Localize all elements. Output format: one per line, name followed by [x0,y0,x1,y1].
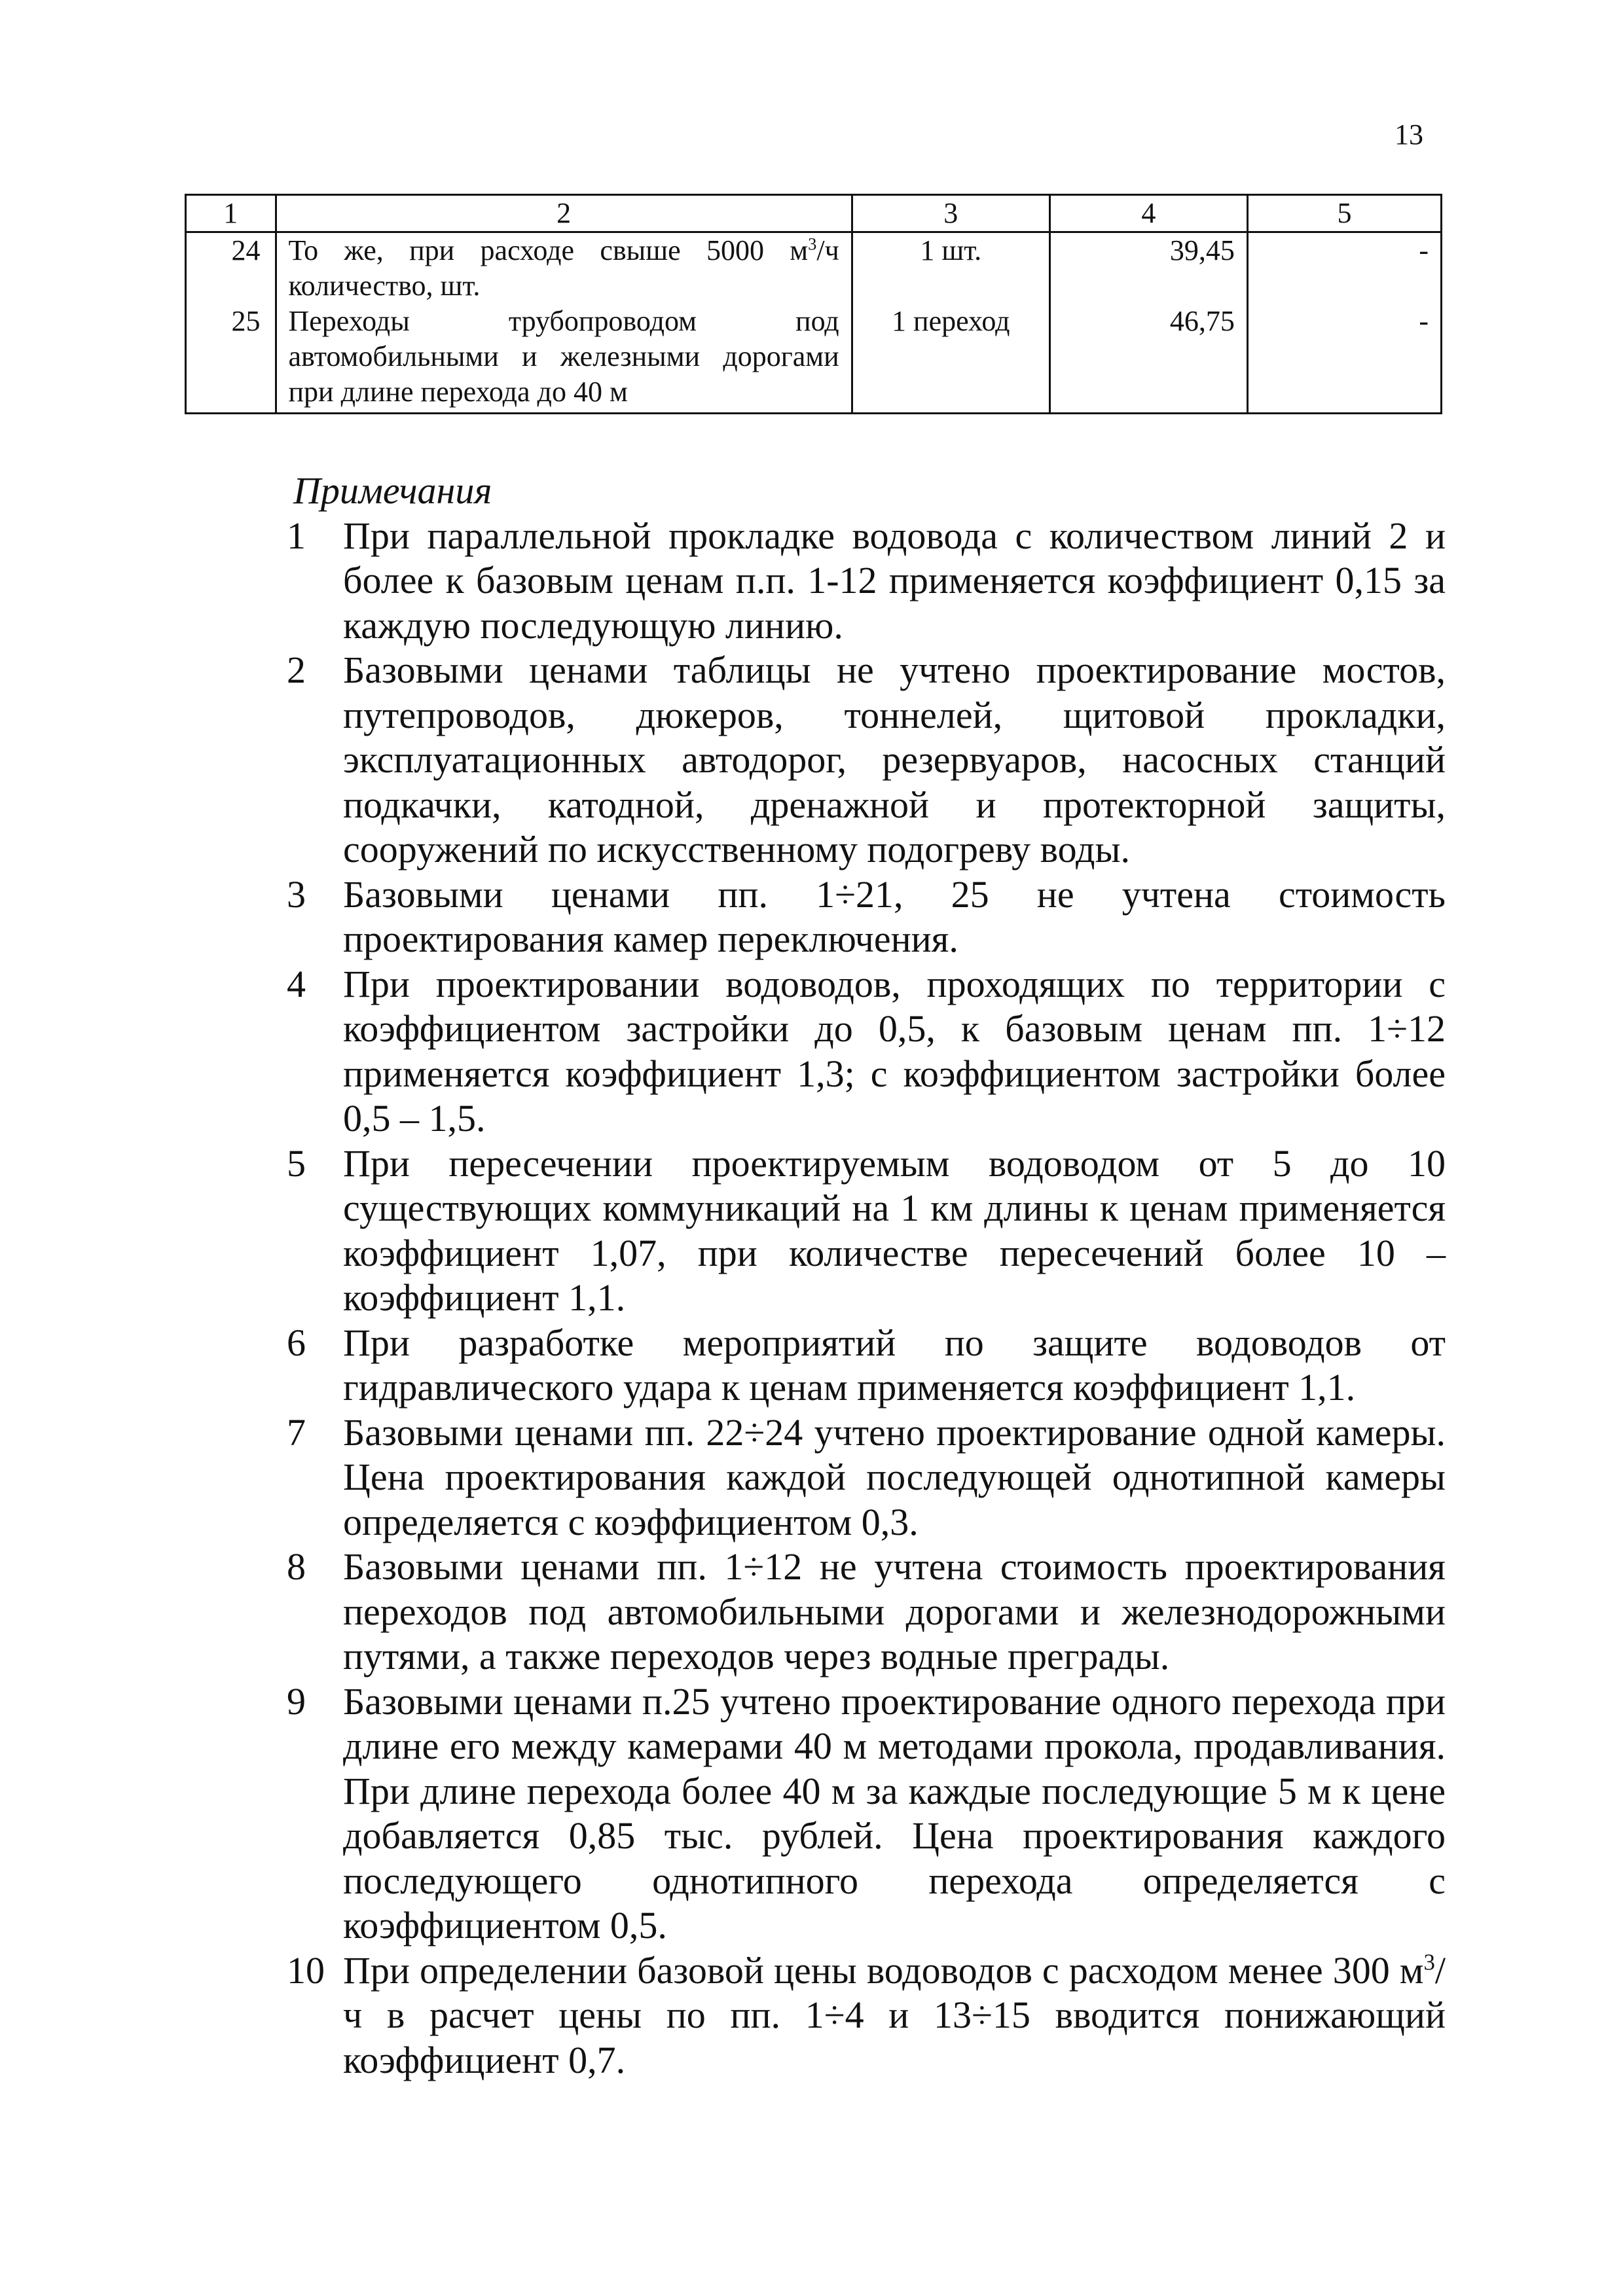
table-row [186,232,1442,304]
row-unit: 1 шт. [852,232,1049,304]
table-row [186,304,1442,414]
note-number: 9 [287,1679,306,1723]
note-item [287,1679,1446,1948]
note-text: При разработке мероприятий по защите водоводов от гидравлического удара к ценам применяется коэффициент 1,1. [343,1321,1446,1408]
note-item [287,1321,1446,1410]
page-number: 13 [1395,118,1423,151]
note-number: 3 [287,872,306,916]
header-cell: 3 [852,195,1049,232]
note-text-part: /ч в расчет цены по пп. 1÷4 и 13÷15 вводится понижающий коэффициент 0,7. [343,1948,1446,2081]
note-text: Базовыми ценами п.25 учтено проектирование одного перехода при длине его между камерами 40 м методами прокола, продавливания. При длине перехода более 40 м за каждые последующие 5 м к цене добавляется 0,85 тыс. рублей. Цена проектирования каждого последующего однотипного перехода определяется с коэффициентом 0,5. [343,1679,1446,1946]
header-cell: 2 [276,195,852,232]
note-number: 4 [287,962,306,1005]
notes-title: Примечания [293,469,492,512]
row-name [276,232,852,304]
note-number: 8 [287,1545,306,1588]
note-number: 5 [287,1141,306,1185]
note-text-part: При определении базовой цены водоводов с расходом менее 300 м [343,1948,1424,1992]
note-item [287,1948,1446,2083]
note-text: Базовыми ценами пп. 1÷21, 25 не учтена стоимость проектирования камер переключения. [343,872,1446,960]
superscript: 3 [808,234,817,254]
notes-section [287,469,1446,2083]
row-unit: 1 переход [852,304,1049,414]
note-item [287,514,1446,649]
note-item [287,872,1446,962]
note-text: Базовыми ценами пп. 22÷24 учтено проектирование одной камеры. Цена проектирования каждой последующей однотипной камеры определяется с коэффициентом 0,3. [343,1410,1446,1543]
price-table [185,194,1442,414]
header-cell: 5 [1247,195,1441,232]
row-name: Переходы трубопроводом под автомобильными и железными дорогами при длине перехода до 40 м [276,304,852,414]
superscript: 3 [1423,1949,1435,1975]
note-item [287,648,1446,872]
row-name-text: То же, при расходе свыше 5000 м [288,234,809,266]
note-text: Базовыми ценами пп. 1÷12 не учтена стоимость проектирования переходов под автомобильными дорогами и железнодорожными путями, а также переходов через водные преграды. [343,1545,1446,1677]
row-number: 24 [186,232,276,304]
row-extra: - [1247,304,1441,414]
note-item [287,962,1446,1141]
header-cell: 4 [1049,195,1247,232]
note-number: 1 [287,514,306,557]
row-extra: - [1247,232,1441,304]
note-text: При проектировании водоводов, проходящих по территории с коэффициентом застройки до 0,5, к базовым ценам пп. 1÷12 применяется коэффициент 1,3; с коэффициентом застройки более 0,5 – 1,5. [343,962,1446,1139]
notes-list [287,514,1446,1948]
note-text: Базовыми ценами таблицы не учтено проектирование мостов, путепроводов, дюкеров, тоннелей, щитовой прокладки, эксплуатационных автодорог, резервуаров, насосных станций подкачки, катодной, дренажной и протекторной защиты, сооружений по искусственному подогреву воды. [343,649,1446,870]
note-number: 7 [287,1410,306,1454]
row-number: 25 [186,304,276,414]
note-item [287,1410,1446,1545]
table-header-row [186,195,1442,232]
header-cell: 1 [186,195,276,232]
note-text: При пересечении проектируемым водоводом от 5 до 10 существующих коммуникаций на 1 км длины к ценам применяется коэффициент 1,07, при количестве пересечений более 10 – коэффициент 1,1. [343,1141,1446,1319]
note-number: 6 [287,1321,306,1364]
note-number: 2 [287,649,306,691]
row-price: 46,75 [1049,304,1247,414]
note-text: При параллельной прокладке водовода с количеством линий 2 и более к базовым ценам п.п. 1-12 применяется коэффициент 0,15 за каждую последующую линию. [343,514,1446,647]
note-text [343,1948,1446,2083]
row-name-text: /ч количество, шт. [288,234,839,302]
note-item [287,1545,1446,1679]
note-item [287,1141,1446,1321]
row-price: 39,45 [1049,232,1247,304]
note-number: 10 [287,1948,325,1992]
